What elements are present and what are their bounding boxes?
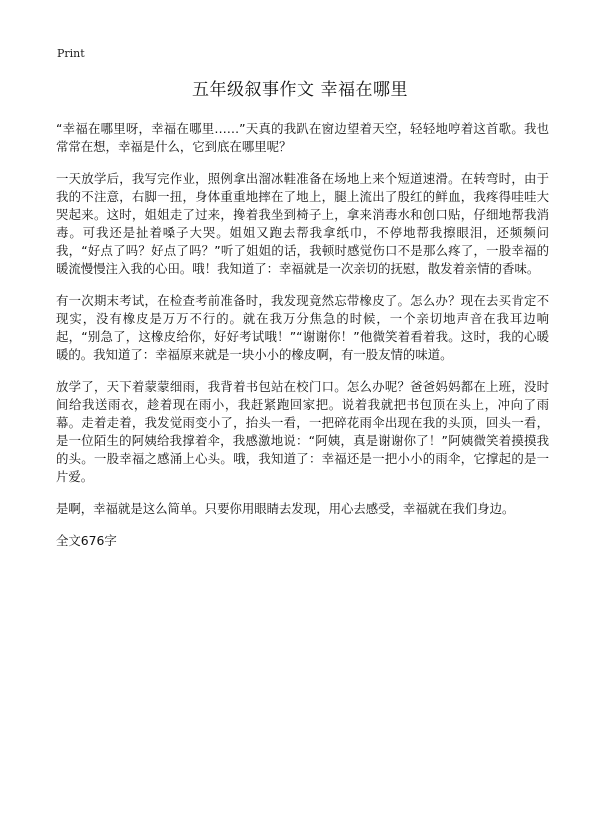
paragraph-3: 有一次期末考试，在检查考前准备时，我发现竟然忘带橡皮了。怎么办？现在去买肯定不现实，没有橡皮是万万不行的。就在我万分焦急的时候，一个亲切地声音在我耳边响起，“别急了，这橡皮给你，好好考试哦！”“谢谢你！”他微笑着看着我。这时，我的心暖暖的。我知道了：幸福原来就是一块小小的橡皮啊，有一股友情的味道。: [56, 293, 549, 362]
paragraph-5: 是啊，幸福就是这么简单。只要你用眼睛去发现，用心去感受，幸福就在我们身边。: [56, 501, 515, 516]
article-body: [56, 120, 549, 550]
paragraph-1: “幸福在哪里呀，幸福在哪里……”天真的我趴在窗边望着天空，轻轻地哼着这首歌。我也常常在想，幸福是什么，它到底在哪里呢？: [56, 121, 549, 154]
word-count: 全文676字: [56, 533, 117, 548]
article-title: 五年级叙事作文 幸福在哪里: [192, 80, 408, 100]
paragraph-2: 一天放学后，我写完作业，照例拿出溜冰鞋准备在场地上来个短道速滑。在转弯时，由于我的不注意，右脚一扭，身体重重地摔在了地上，腿上流出了殷红的鲜血，我疼得哇哇大哭起来。这时，姐姐走了过来，搀着我坐到椅子上，拿来消毒水和创口贴，仔细地帮我消毒。可我还是扯着嗓子大哭。姐姐又跑去帮我拿纸巾，不停地帮我擦眼泪，还频频问我，“好点了吗？好点了吗？”听了姐姐的话，我顿时感觉伤口不是那么疼了，一股幸福的暖流慢慢注入我的心田。哦！我知道了：幸福就是一次亲切的抚慰，散发着亲情的香味。: [56, 171, 549, 276]
print-link[interactable]: Print: [57, 47, 85, 60]
paragraph-4: 放学了，天下着蒙蒙细雨，我背着书包站在校门口。怎么办呢？爸爸妈妈都在上班，没时间给我送雨衣，趁着现在雨小，我赶紧跑回家把。说着我就把书包顶在头上，冲向了雨幕。走着走着，我发觉雨变小了，抬头一看，一把碎花雨伞出现在我的头顶，回头一看，是一位陌生的阿姨给我撑着伞，我感激地说：“阿姨，真是谢谢你了！”阿姨微笑着摸摸我的头。一股幸福之感涌上心头。哦，我知道了：幸福还是一把小小的雨伞，它撑起的是一片爱。: [56, 379, 549, 484]
